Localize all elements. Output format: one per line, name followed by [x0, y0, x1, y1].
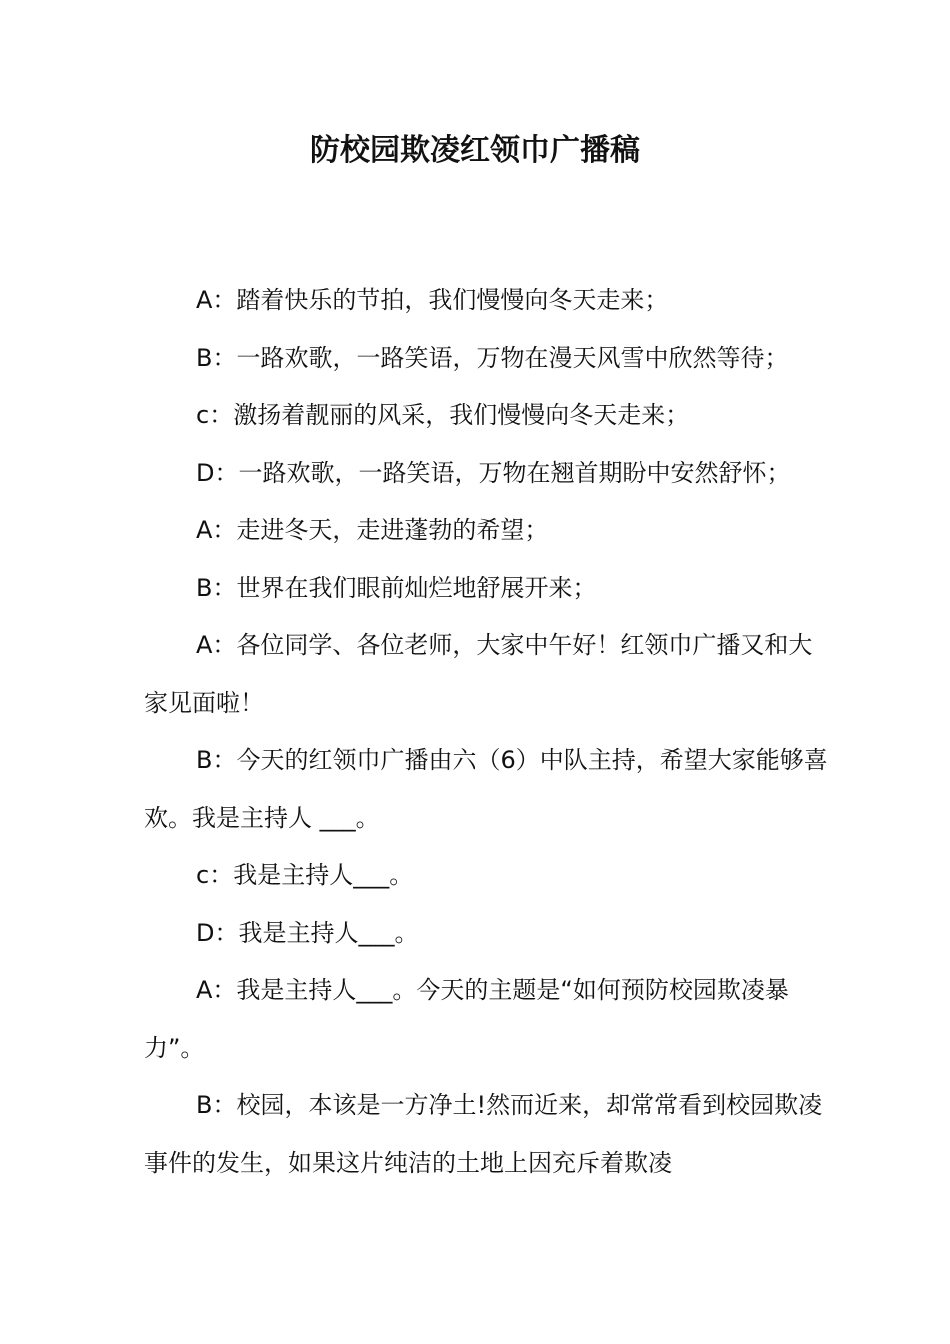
paragraph: B：今天的红领巾广播由六（6）中队主持，希望大家能够喜欢。我是主持人 ___。 — [144, 746, 828, 832]
paragraph: A：我是主持人___。今天的主题是“如何预防校园欺凌暴力”。 — [144, 976, 789, 1062]
paragraph: D：一路欢歌，一路笑语，万物在翘首期盼中安然舒怀； — [196, 458, 791, 487]
document-body — [144, 272, 834, 1192]
paragraph: A：踏着快乐的节拍，我们慢慢向冬天走来； — [196, 286, 669, 314]
paragraph: B：校园，本该是一方净土!然而近来，却常常看到校园欺凌事件的发生，如果这片纯洁的土地上因充斥着欺凌 — [144, 1091, 823, 1177]
paragraph: D：我是主持人___。 — [196, 918, 419, 947]
document-title: 防校园欺凌红领巾广播稿 — [310, 133, 640, 168]
paragraph: c：激扬着靓丽的风采，我们慢慢向冬天走来； — [196, 401, 690, 429]
paragraph: B：世界在我们眼前灿烂地舒展开来； — [196, 573, 597, 602]
paragraph: A：各位同学、各位老师，大家中午好！红领巾广播又和大家见面啦！ — [144, 631, 813, 717]
paragraph: A：走进冬天，走进蓬勃的希望； — [196, 516, 549, 544]
paragraph: B：一路欢歌，一路笑语，万物在漫天风雪中欣然等待； — [196, 343, 789, 372]
paragraph: c：我是主持人___。 — [196, 861, 414, 889]
